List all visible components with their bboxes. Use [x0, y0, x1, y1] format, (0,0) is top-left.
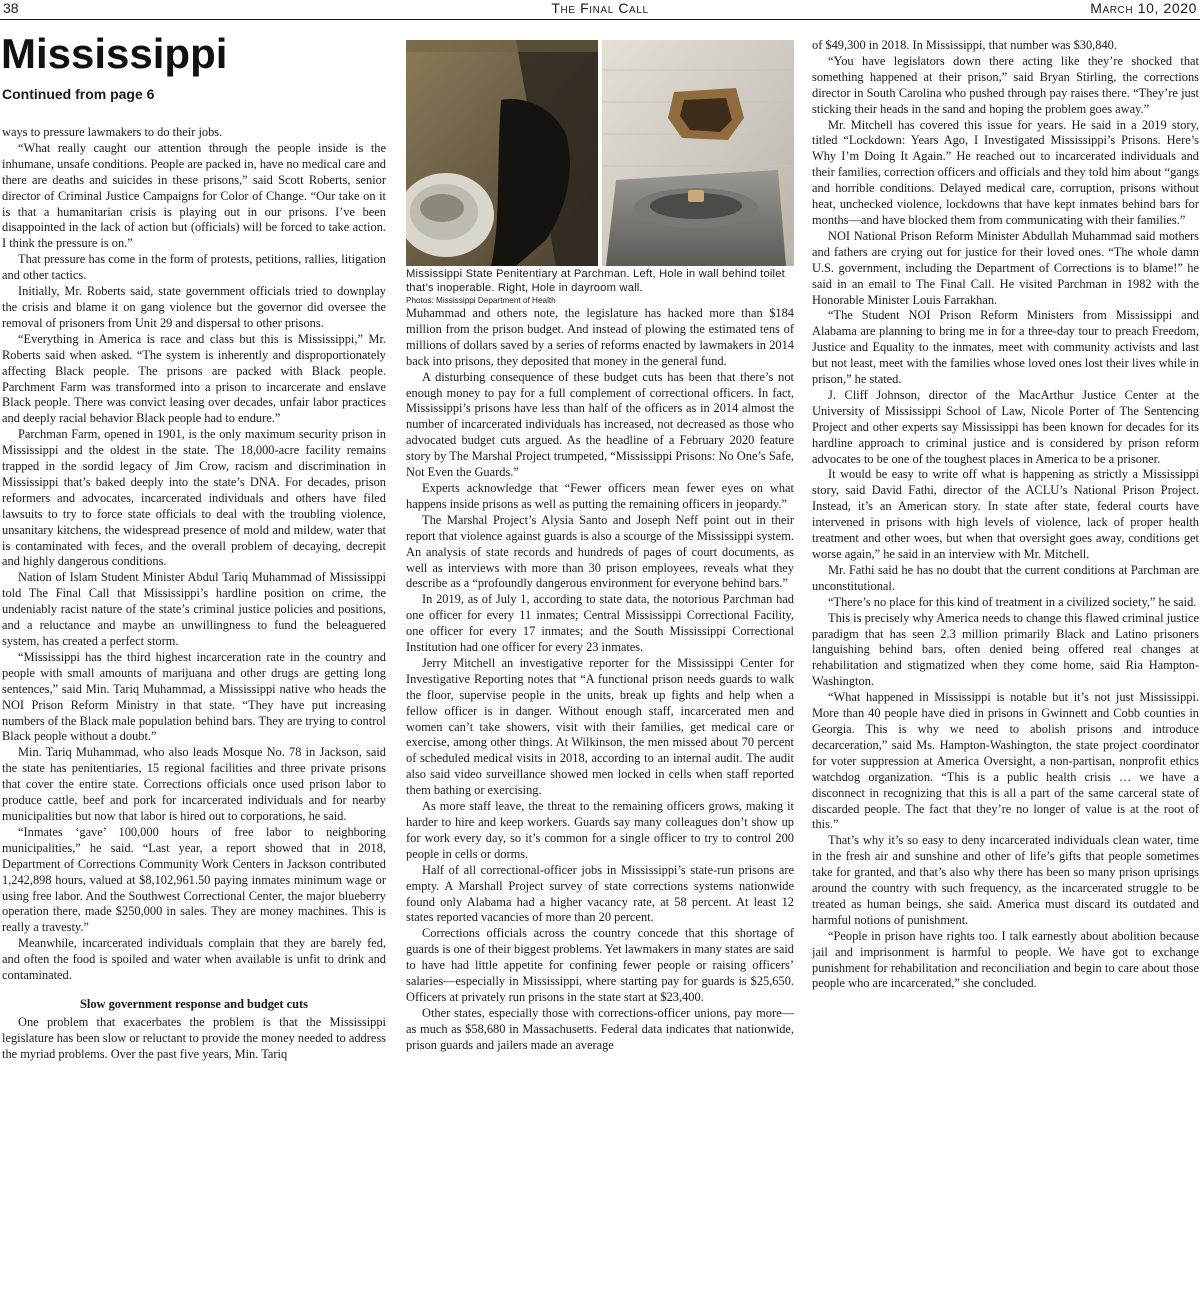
paragraph: of $49,300 in 2018. In Mississippi, that number was $30,840. — [812, 38, 1117, 52]
paragraph: J. Cliff Johnson, director of the MacArthur Justice Center at the University of Mississippi School of Law, Nicole Porter of The Sentencing Project and other experts say Mississippi has been known for decades for its hardline approach to criminal justice and is considered by prison reform advocates to be one of the toughest places in America to be a prisoner. — [812, 387, 1199, 466]
header-rule — [0, 19, 1200, 20]
paragraph: “The Student NOI Prison Reform Ministers from Mississippi and Alabama are planning to bring me in for a three-day tour to preach Freedom, Justice and Equality to the inmates, meet with community activists and last but not least, meet with the families whose loved ones lost their lives while in prison,” he stated. — [812, 308, 1199, 387]
subheading: Slow government response and budget cuts — [80, 996, 308, 1011]
continued-note: Continued from page 6 — [2, 86, 155, 102]
paragraph: Experts acknowledge that “Fewer officers mean fewer eyes on what happens inside prisons as well as putting the remaining officers in jeopardy.” — [406, 480, 794, 511]
paragraph: “What happened in Mississippi is notable but it’s not just Mississippi. More than 40 people have died in prisons in Gwinnett and Cobb counties in Georgia. This is why we need to abolish prisons and introduce decarceration,” said Ms. Hampton-Washington, the state project coordinator for voter suppression at America Oversight, a non-partisan, nonprofit ethics watchdog organization. “This is a public health crisis … we have a disconnect in recognizing that this is all a part of the same carceral state of discarded people. The fact that they’re no longer of value is at the root of this.” — [812, 690, 1199, 832]
issue-date: March 10, 2020 — [1090, 0, 1197, 16]
paragraph: “What really caught our attention through the people inside is the inhumane, unsafe conditions. People are packed in, have no medical care and there are deaths and suicides in these prisons,” said Scott Roberts, senior director of Criminal Justice Campaigns for Color of Change. “Our take on it is that a humanitarian crisis is playing out in our prisons. I’ve been disappointed in the lack of action but (officials) will be forced to take action. I think the pressure is on.” — [2, 140, 386, 251]
article-title: Mississippi — [1, 30, 228, 77]
paragraph: A disturbing consequence of these budget cuts has been that there’s not enough money to pay for a full complement of correctional officers. In fact, Mississippi’s prisons have less than half of the officers as in 2014 almost the number of incarcerated individuals has increased, not decreased as those who advocated budget cuts argued. As the headline of a February 2020 feature story by The Marshal Project trumpeted, “Mississippi Prisons: No One’s Safe, Not Even the Guards.” — [406, 369, 794, 480]
paragraph: Initially, Mr. Roberts said, state government officials tried to downplay the crisis and blame it on gang violence but the governor did oversee the removal of prisoners from Unit 29 and dispersal to other prisons. — [2, 284, 386, 330]
paragraph: Meanwhile, incarcerated individuals complain that they are barely fed, and often the food is spoiled and water when available is unfit to drink and contaminated. — [2, 936, 386, 983]
paragraph: “Mississippi has the third highest incarceration rate in the country and people with small amounts of marijuana and other drugs are getting long sentences,” said Min. Tariq Muhammad, a Mississippi native who heads the NOI Prison Reform Ministry in that state. “They have put increasing numbers of the Black male population behind bars. They are trying to control Black people without a doubt.” — [2, 649, 386, 744]
paragraph: ways to pressure lawmakers to do their jobs. — [2, 125, 223, 139]
page-number: 38 — [3, 0, 19, 16]
paragraph: In 2019, as of July 1, according to state data, the notorious Parchman had one officer for every 11 inmates; Central Mississippi Correctional Facility, one officer for every 17 inmates; and the South Mississippi Correctional Institution had one officer for every 23 inmates. — [406, 592, 794, 655]
paragraph: The Marshal Project’s Alysia Santo and Joseph Neff point out in their report that violence against guards is also a scourge of the Mississippi system. An analysis of state records and hundreds of pages of court documents, as well as interviews with more than 30 prison employees, reveals what they describe as a “profoundly dangerous environment for everyone behind bars.” — [406, 512, 794, 591]
paragraph: This is precisely why America needs to change this flawed criminal justice paradigm that has seen 2.3 million primarily Black and Latino prisoners languishing behind bars, often denied being offered real changes at rehabilitation and stigmatized when they come home, said Ria Hampton-Washington. — [812, 610, 1199, 689]
paragraph: Parchman Farm, opened in 1901, is the only maximum security prison in Mississippi and the oldest in the state. The 18,000-acre facility remains trapped in the sordid legacy of Jim Crow, racism and discrimination in Mississippi that’s baked deeply into the state’s DNA. For decades, prison reformers and advocates, incarcerated individuals and others have filed lawsuits to try to force state officials to deal with the troubling violence, unsanitary kitchens, the widespread presence of mold and mildew, water that is contaminated with feces, and the overall problem of decaying, decrepit and highly dangerous conditions. — [2, 427, 386, 569]
paragraph: One problem that exacerbates the problem is that the Mississippi legislature has been slow or reluctant to provide the money needed to address the myriad problems. Over the past five years, Min. Tariq — [2, 1014, 386, 1061]
paragraph: That pressure has come in the form of protests, petitions, rallies, litigation and other tactics. — [2, 252, 386, 283]
article-photo — [406, 40, 794, 266]
paragraph: Jerry Mitchell an investigative reporter for the Mississippi Center for Investigative Reporting notes that “A functional prison needs guards to walk the floor, supervise people in the units, break up fights and help when a fellow officer is in danger. Without enough staff, incarcerated men and women can’t take showers, visit with their families, get medical care or exercise, among other things. At Wilkinson, the men missed about 70 percent of scheduled medical visits in 2018, according to an internal audit. The audit also said video surveillance showed men locked in cells when staff reported them bathing or exercising. — [406, 655, 794, 798]
paragraph: Min. Tariq Muhammad, who also leads Mosque No. 78 in Jackson, said the state has penitentiaries, 15 regional facilities and three private prisons that cover the entire state. Corrections officials once used prison labor to produce cattle, beef and pork for incarcerated individuals and for nearby municipalities but now that labor is hired out to corporations, he said. — [2, 745, 386, 823]
column-1 — [2, 125, 386, 1295]
paragraph: “Inmates ‘gave’ 100,000 hours of free labor to neighboring municipalities,” he said. “Last year, a report showed that in 2018, Department of Corrections Community Work Centers in Jackson contributed 1,242,898 hours, valued at $8,102,961.50 paying inmates minimum wage or using free labor. And the Southwest Correctional Center, the major blueberry operation there, made $250,000 in sales. They are money machines. This is really a travesty.” — [2, 824, 386, 935]
page-header — [0, 0, 1200, 18]
prison-photo-image — [406, 40, 794, 266]
column-2 — [406, 306, 794, 1296]
paragraph: “Everything in America is race and class but this is Mississippi,” Mr. Roberts said when asked. “The system is inherently and disproportionately affecting Black people. The prisons are packed with Black people. Parchment Farm was transformed into a prison to incarcerate and enslave Black people. There was convict leasing over decades, unfair labor practices and deeply racial behavior Black people had to endure.” — [2, 331, 386, 426]
photo-caption: Mississippi State Penitentiary at Parchman. Left, Hole in wall behind toilet that’s inoperable. Right, Hole in dayroom wall. — [406, 268, 785, 294]
paragraph: That’s why it’s so easy to deny incarcerated individuals clean water, time in the fresh air and sunshine and other of life’s gifts that people sometimes take for granted, and that’s also why there has been so many prison uprisings around the country with such frequency, as the incarcerated struggle to be treated as human beings, she said. America must discard its outdated and harmful notions of punishment. — [812, 833, 1199, 927]
paragraph: Half of all correctional-officer jobs in Mississippi’s state-run prisons are empty. A Marshall Project survey of state corrections systems nationwide found only Alabama had a higher vacancy rate, at 58 percent. At least 12 states reported vacancies of more than 20 percent. — [406, 862, 794, 925]
paragraph: “People in prison have rights too. I talk earnestly about abolition because jail and imprisonment is harmful to people. We have got to exchange punishment for rehabilitation and reconciliation and begin to care about those people who are incarcerated,” she concluded. — [812, 928, 1199, 991]
column-3 — [812, 38, 1199, 1296]
paragraph: It would be easy to write off what is happening as strictly a Mississippi story, said David Fathi, director of the ACLU’s National Prison Project. Instead, it’s an American story. In state after state, federal courts have intervened in prisons with high levels of violence, lack of proper health treatment and other woes, but when that oversight goes away, conditions get worse again,” he said in an interview with Mr. Mitchell. — [812, 467, 1199, 561]
paragraph: “There’s no place for this kind of treatment in a civilized society,” he said. — [828, 594, 1197, 609]
paragraph: Muhammad and others note, the legislature has hacked more than $184 million from the prison budget. And instead of plowing the estimated tens of millions of dollars saved by a series of reforms enacted by lawmakers in 2014 back into prisons, they deposited that money in the general fund. — [406, 306, 794, 368]
paragraph: “You have legislators down there acting like they’re shocked that something happened at their prison,” said Bryan Stirling, the corrections director in South Carolina who pushed through pay raises there. “They’re just sticking their heads in the sand and hoping the problem goes away.” — [812, 53, 1199, 116]
paragraph: Other states, especially those with corrections-officer unions, pay more—as much as $58,680 in Massachusetts. Federal data indicates that nationwide, prison guards and jailers made an average — [406, 1005, 794, 1052]
paragraph: NOI National Prison Reform Minister Abdullah Muhammad said mothers and fathers are crying out for justice for their loved ones. “The whole damn U.S. government, including the Department of Corrections is to blame!” he said in an email to The Final Call. He visited Parchman in 1982 with the Honorable Minister Louis Farrakhan. — [812, 228, 1199, 307]
paragraph: Mr. Mitchell has covered this issue for years. He said in a 2019 story, titled “Lockdown: Years Ago, I Investigated Mississippi’s Prisons. Here’s Why I’m Doing It Again.” He reached out to incarcerated individuals and their families, correction officers and officials and they told him about “gangs and horrible conditions. Delayed medical care, corruption, prisons without heat, unchecked violence, lockdowns that have kept inmates behind bars for months—and have blocked them from communicating with their families.” — [812, 117, 1199, 227]
publication-name: The Final Call — [551, 0, 649, 16]
paragraph: Mr. Fathi said he has no doubt that the current conditions at Parchman are unconstitutional. — [812, 562, 1199, 593]
photo-credit: Photos: Mississippi Department of Health — [406, 296, 556, 305]
paragraph: As more staff leave, the threat to the remaining officers grows, making it harder to hire and keep workers. Guards say many colleagues don’t show up for work every day, so it’s common for a single officer to try to control 200 people in cells or dorms. — [406, 799, 794, 861]
paragraph: Nation of Islam Student Minister Abdul Tariq Muhammad of Mississippi told The Final Call that Mississippi’s hardline position on crime, the undeniably racist nature of the state’s criminal justice policies and positions, and a reluctance and maybe an unwillingness to fund the beleaguered system, has created a perfect storm. — [2, 570, 386, 648]
paragraph: Corrections officials across the country concede that this shortage of guards is one of their biggest problems. Yet lawmakers in many states are said to have had little appetite for confining fewer people or raising officers’ salaries—especially in Mississippi, where starting pay for guards is $25,650. Officers at privately run prisons in the state start at $23,400. — [406, 926, 794, 1004]
